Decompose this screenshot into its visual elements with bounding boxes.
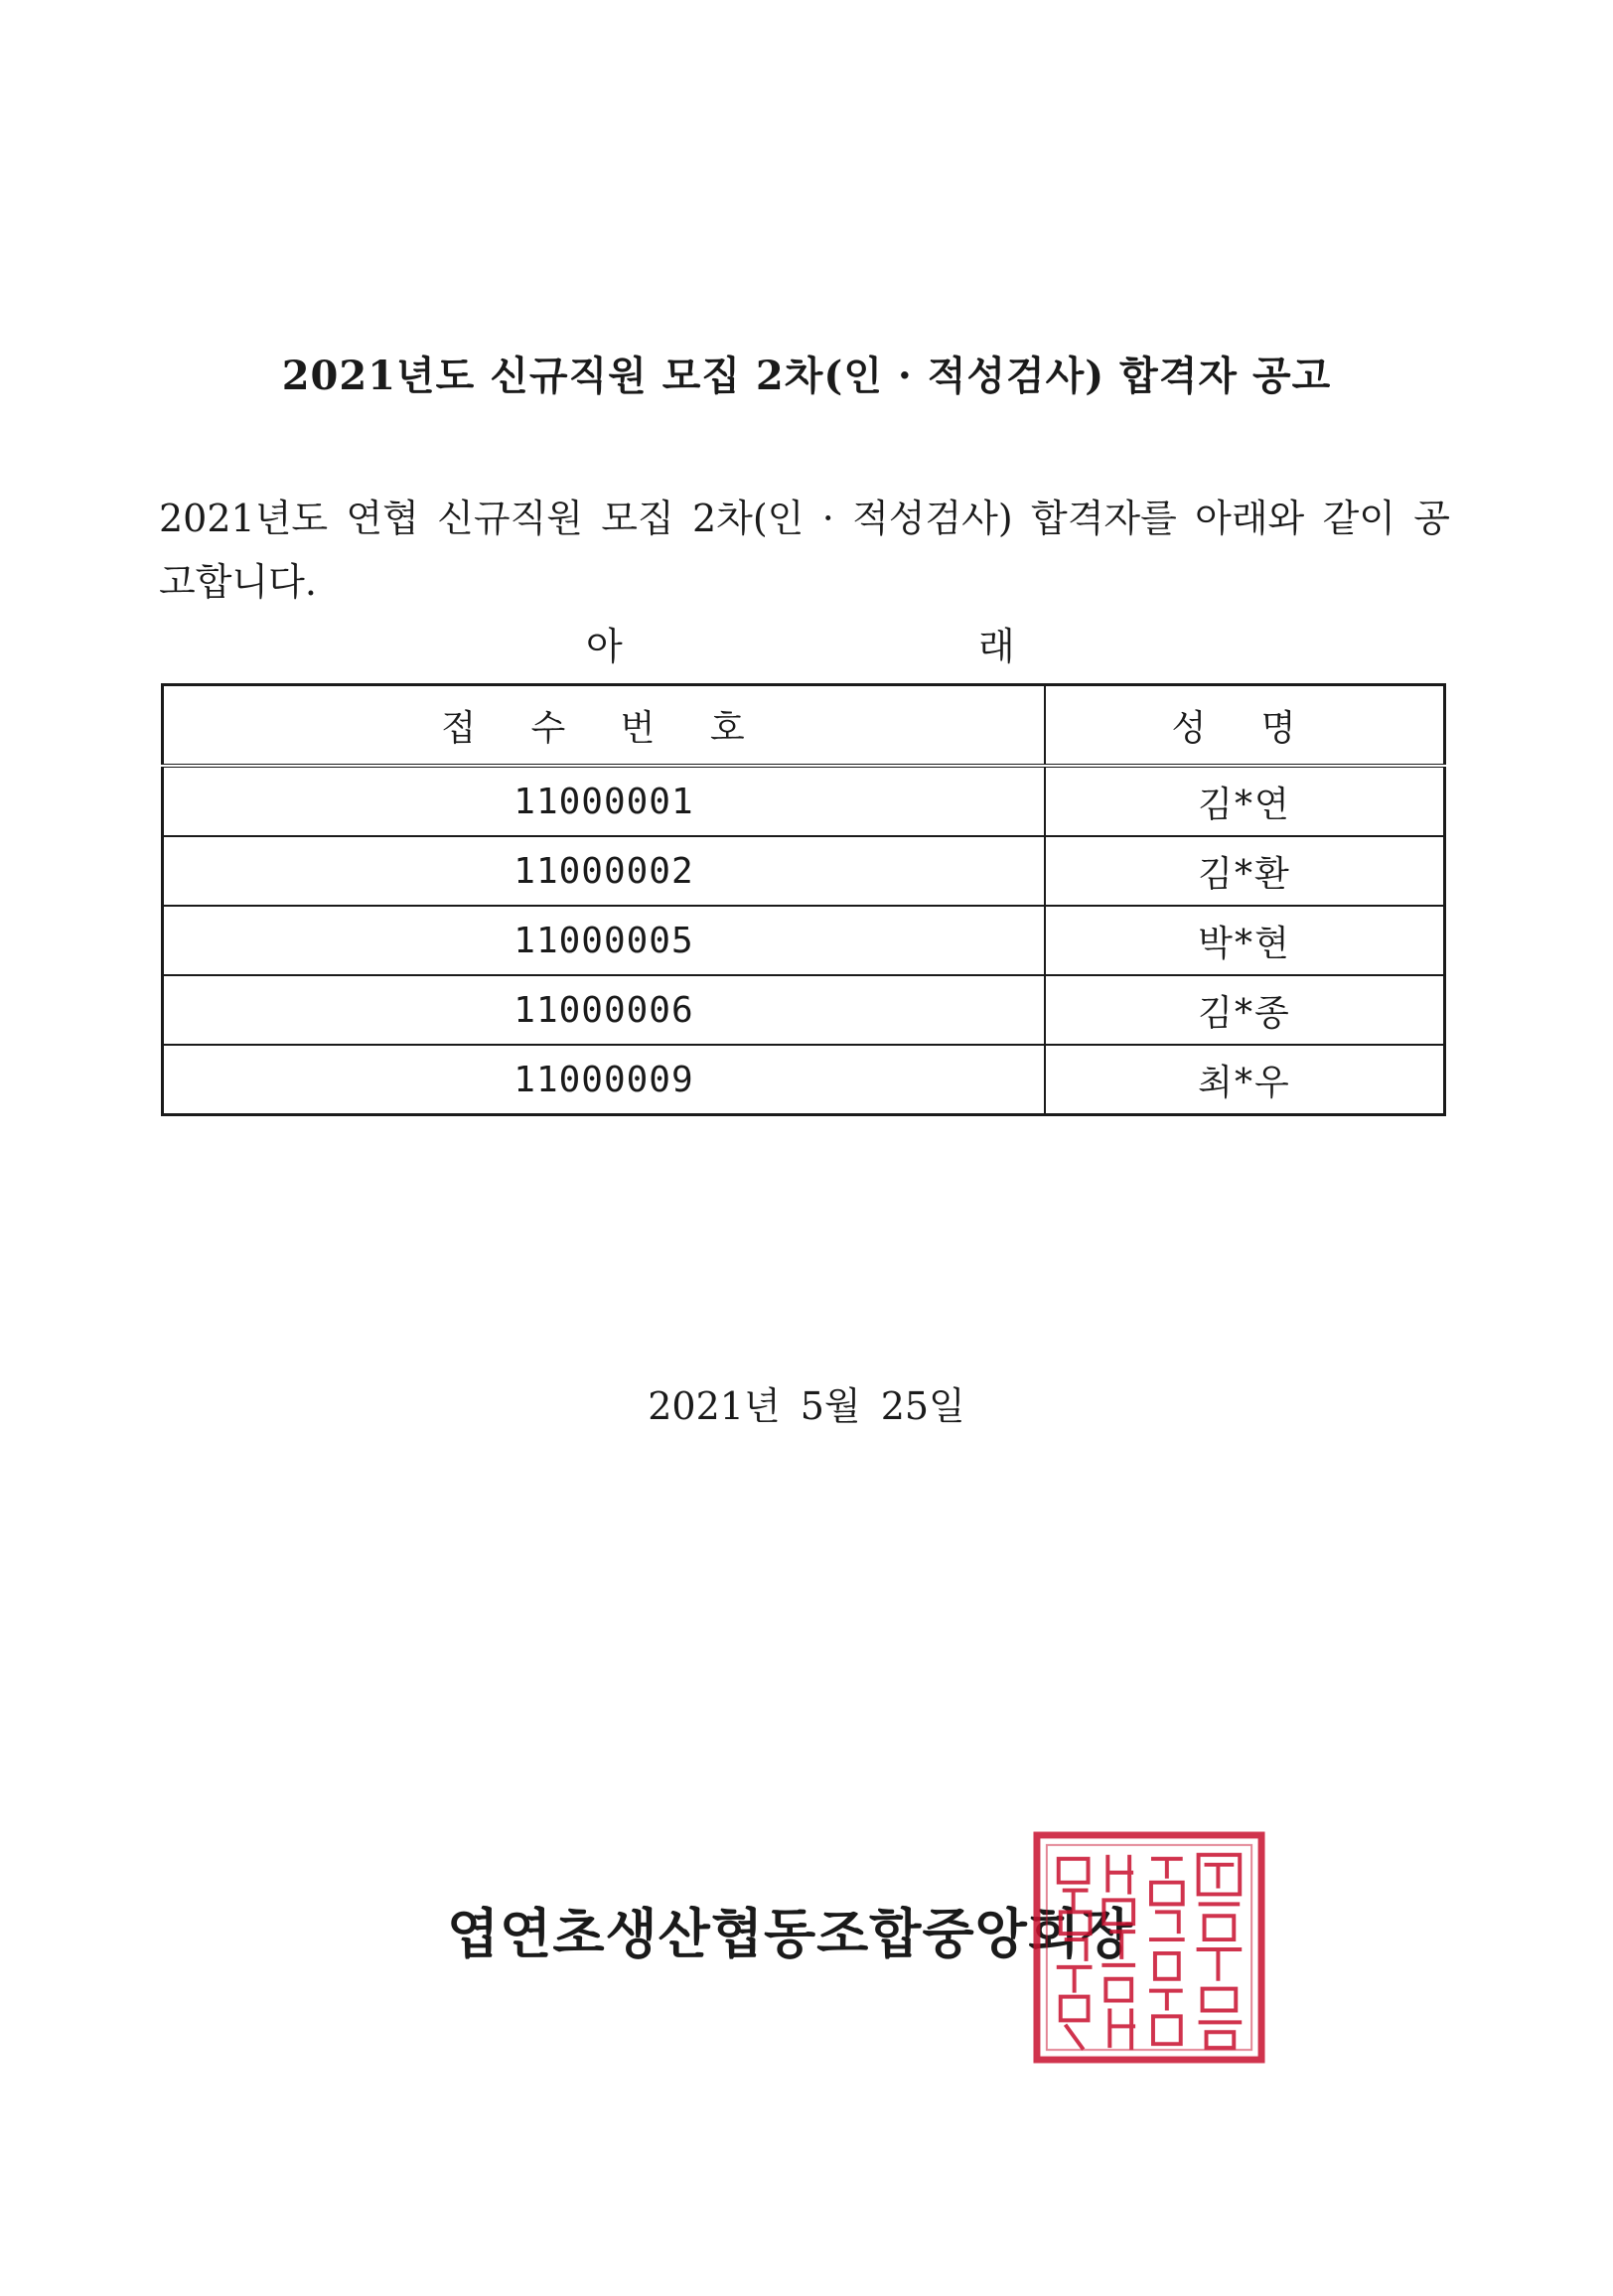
header-name: 성 명 [1045,685,1445,767]
passers-table [161,683,1446,1116]
cell-name: 김*연 [1045,766,1445,836]
cell-name: 김*종 [1045,975,1445,1045]
cell-name: 최*우 [1045,1045,1445,1115]
organization-name: 엽연초생산협동조합중앙회장 [447,1902,1134,1965]
cell-name: 김*환 [1045,836,1445,906]
arae-left: 아 [586,625,623,668]
page-title: 2021년도 신규직원 모집 2차(인 · 적성검사) 합격자 공고 [281,353,1332,399]
announcement-date: 2021년 5월 25일 [648,1384,965,1428]
table-row [163,1045,1445,1115]
table-header-row [163,685,1445,767]
arae-right: 래 [978,625,1015,668]
table-row [163,836,1445,906]
cell-number: 11000002 [163,836,1045,906]
header-number: 접 수 번 호 [163,685,1045,767]
cell-number: 11000005 [163,906,1045,975]
cell-number: 11000009 [163,1045,1045,1115]
official-seal-icon [1031,1829,1267,2066]
intro-paragraph: 2021년도 연협 신규직원 모집 2차(인 · 적성검사) 합격자를 아래와 같이 공고합니다. [159,497,1450,604]
table-row [163,766,1445,836]
cell-number: 11000006 [163,975,1045,1045]
table-row [163,975,1445,1045]
cell-name: 박*현 [1045,906,1445,975]
cell-number: 11000001 [163,766,1045,836]
arae-heading [0,616,1613,671]
table-row [163,906,1445,975]
